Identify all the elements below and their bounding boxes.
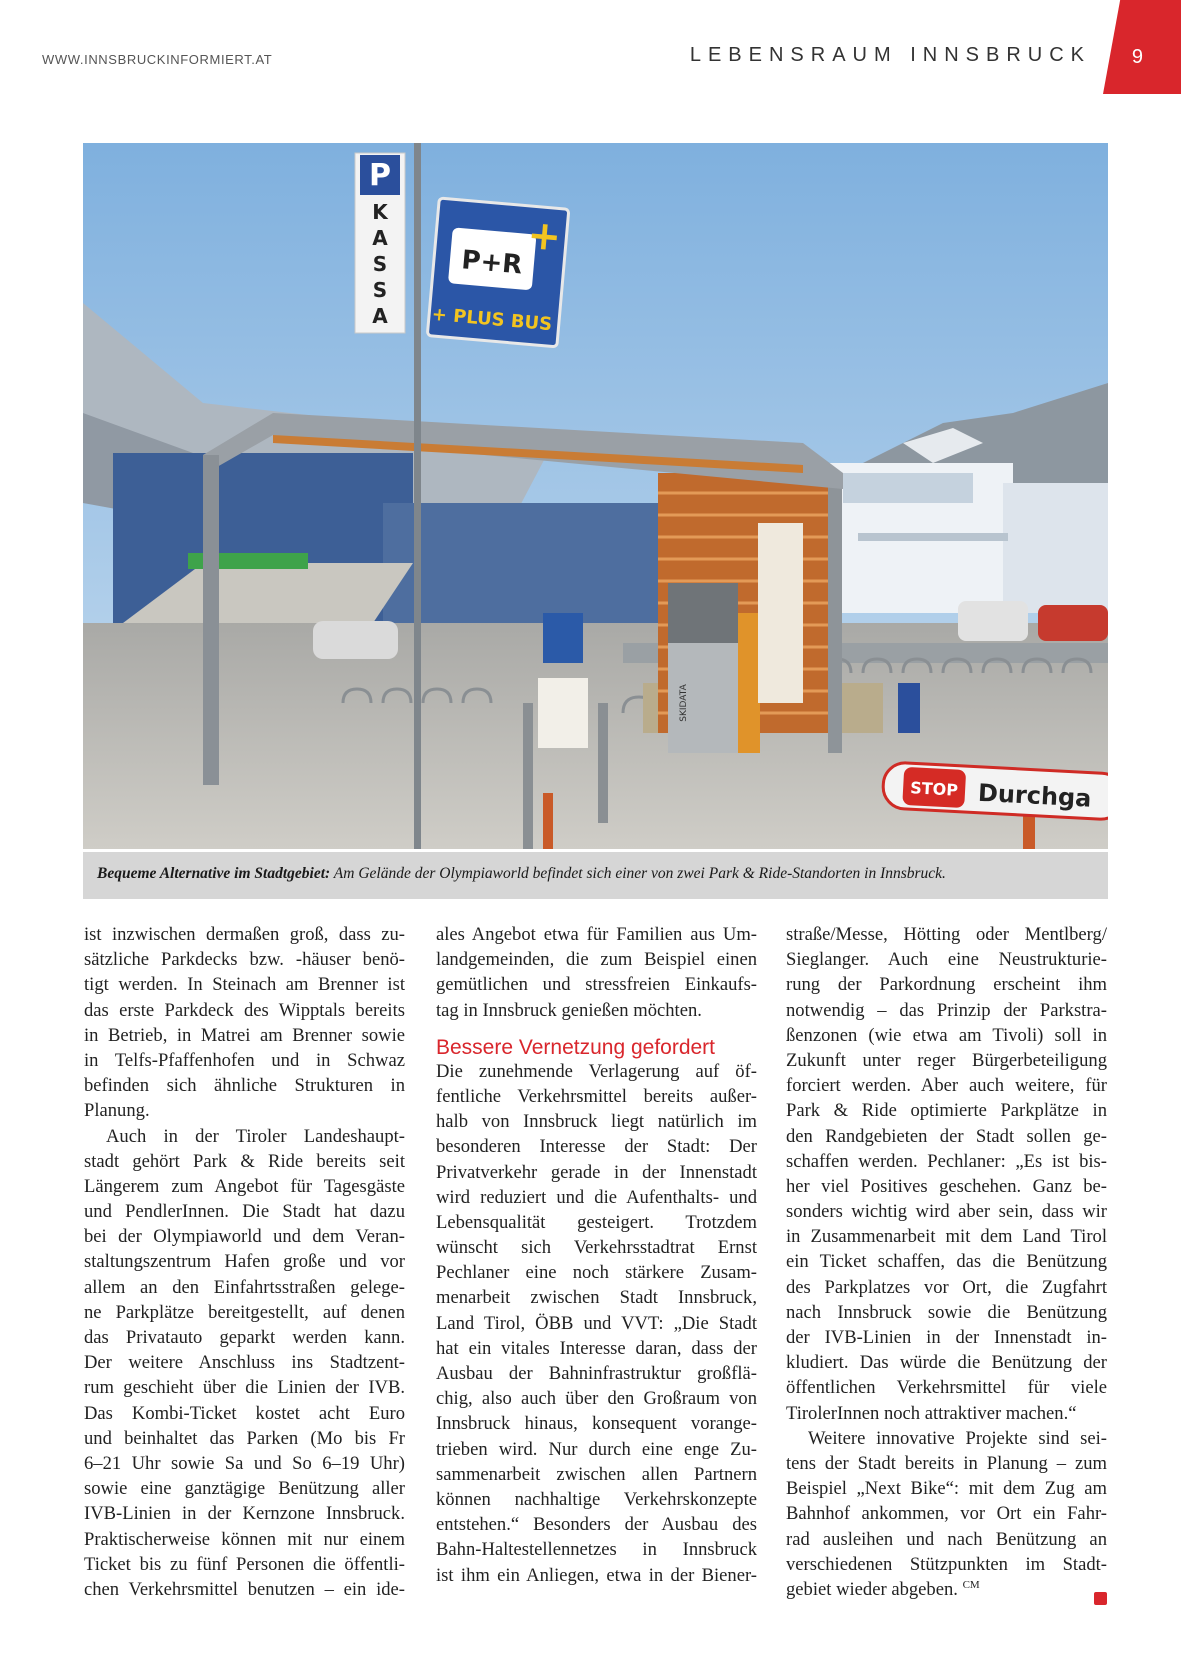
text-line: trieben wird. Nur durch eine enge Zu- [436,1438,757,1460]
text-line: menarbeit zwischen Stadt Innsbruck, [436,1287,757,1309]
svg-text:S: S [372,278,388,302]
text-line: landgemeinden, die zum Beispiel einen [436,949,757,971]
text-line: fentliche Verkehrsmittel bereits außer- [436,1085,757,1107]
svg-text:A: A [372,304,388,328]
text-line: und beinhaltet das Parken (Mo bis Fr [84,1427,405,1449]
text-line: rum geschieht über die Linien der IVB. [84,1377,405,1399]
text-line: sammenarbeit zwischen allen Partnern [436,1463,757,1485]
text-line: Weitere innovative Projekte sind sei- [808,1427,1107,1449]
text-line: das Privatauto geparkt werden kann. [84,1327,405,1348]
page-number: 9 [1131,46,1143,68]
text-line: entstehen.“ Besonders der Ausbau des [436,1514,757,1536]
text-line: straße/Messe, Hötting oder Mentlberg/ [786,924,1107,945]
svg-text:STOP: STOP [909,778,959,800]
text-line: rung der Parkordnung erscheint ihm [786,974,1107,996]
text-line: Land Tirol, ÖBB und VVT: „Die Stadt [436,1312,757,1334]
text-line: Zukunft unter reger Bürgerbeteiligung [786,1049,1107,1071]
text-line: IVB-Linien in der Kernzone Innsbruck. [84,1503,405,1525]
text-line: ßenzonen (wie etwa am Tivoli) soll in [786,1024,1107,1046]
text-line: staltungszentrum Hafen große und vor [84,1251,405,1273]
text-line: wird reduziert und die Aufenthalts- und [436,1186,757,1208]
article-column-1 [84,922,405,1602]
final-sentence: gebiet wieder abgeben. [786,1578,958,1600]
text-line: öffentlichen Verkehrsmittel für viele [786,1377,1107,1399]
car [313,621,398,659]
caption-lead: Bequeme Alternative im Stadtgebiet: [97,865,331,882]
article-column-3 [786,922,1107,1602]
pr-sign [427,198,569,347]
text-line: ist inzwischen dermaßen groß, dass zu- [84,924,405,945]
text-line: Sieglanger. Auch eine Neustrukturie- [786,949,1107,971]
info-board [538,678,588,748]
text-line: verschiedenen Stützpunkten im Stadt- [786,1553,1107,1575]
text-line: des Parkplatzes vor Ort, die Zugfahrt [786,1276,1107,1298]
text-line: rad ausleihen und nach Benützung an [786,1528,1107,1550]
svg-text:+ PLUS BUS: + PLUS BUS [430,303,553,336]
text-line: sonders wichtig wird aber sein, dass wir [786,1201,1107,1223]
svg-text:Durchga: Durchga [977,778,1093,813]
text-line: ne Parkplätze bereitgestellt, auf denen [84,1301,405,1323]
article-column-2 [436,922,757,1588]
text-line: forciert werden. Aber auch weitere, für [786,1075,1107,1097]
text-line: hat ein vitales Interesse daran, dass der [436,1337,757,1359]
text-line: Lebensqualität gesteigert. Trotzdem [436,1211,757,1233]
text-line: bei der Olympiaworld und dem Veran- [84,1226,405,1248]
text-line: Park & Ride optimierte Parkplätze in [786,1100,1107,1122]
text-line: her viel Positives geschehen. Ganz be- [786,1175,1107,1197]
text-line: sowie eine ganztägige Benützung aller [84,1478,405,1500]
text-line: in Telfs-Pfaffenhofen und in Schwaz [84,1049,405,1071]
text-line: und PendlerInnen. Die Stadt hat dazu [84,1201,405,1223]
text-line: Bahnhof ankommen, vor Ort ein Fahr- [786,1503,1107,1525]
svg-text:P+R: P+R [460,245,524,281]
text-line: Praktischerweise können mit nur einem [84,1528,405,1550]
text-line: TirolerInnen noch attraktiver machen.“ [786,1402,1077,1424]
text-line: können nachhaltige Verkehrskonzepte [436,1488,757,1510]
text-line: Beispiel „Next Bike“: mit dem Zug am [786,1478,1107,1500]
text-line: 6–21 Uhr sowie Sa und So 6–19 Uhr) [84,1452,405,1474]
end-of-article-mark [1094,1592,1107,1605]
text-line: Längerem zum Angebot für Tagesgäste [84,1175,405,1197]
svg-text:S: S [372,252,388,276]
text-line: Der weitere Anschluss ins Stadtzent- [84,1352,405,1374]
article-photo [83,143,1108,849]
text-line: ales Angebot etwa für Familien aus Um- [436,924,757,945]
shelter-pillar [203,455,219,785]
sign-pole [414,143,421,849]
svg-text:+: + [525,211,564,261]
text-line: das erste Parkdeck des Wipptals bereits [84,999,405,1021]
text-line: befinden sich ähnliche Strukturen in [84,1075,405,1097]
text-line: tag in Innsbruck genießen möchten. [436,999,702,1021]
text-line: ein Ticket schaffen, das die Benützung [786,1251,1107,1273]
text-line: Das Kombi-Ticket kostet acht Euro [84,1402,405,1424]
text-line: Die zunehmende Verlagerung auf öf- [436,1060,757,1082]
text-line: den Randgebieten der Stadt sollen ge- [786,1125,1107,1147]
subheading: Bessere Vernetzung gefordert [436,1035,716,1059]
svg-text:K: K [372,200,388,224]
text-line: Ticket bis zu fünf Personen die öffentli- [84,1553,405,1575]
text-line: Privatverkehr gerade in der Innenstadt [436,1161,757,1183]
text-line: tigt werden. In Steinach am Brenner ist [84,974,405,996]
text-line: in Zusammenarbeit mit dem Land Tirol [786,1226,1107,1248]
caption-text: Am Gelände der Olympiaworld befindet sich einer von zwei Park & Ride-Standorten in Innsbruck. [330,865,946,882]
text-line: Ausbau der Bahninfrastruktur großflä- [436,1363,757,1384]
text-line: chen Verkehrsmittel benutzen – ein ide- [84,1578,405,1600]
text-line: gemütlichen und stressfreien Einkaufs- [436,974,757,996]
text-line: besonderen Interesse der Stadt: Der [436,1136,757,1158]
text-line: nach Innsbruck sowie die Benützung [786,1301,1107,1323]
text-line: allem an den Einfahrtsstraßen gelege- [84,1276,405,1298]
photo-caption [83,852,1108,899]
text-line: Auch in der Tiroler Landeshaupt- [106,1125,405,1147]
text-line: stadt gehört Park & Ride bereits seit [84,1150,405,1172]
svg-text:SKIDATA: SKIDATA [679,684,689,722]
text-line: in Betrieb, in Matrei am Brenner sowie [84,1024,405,1046]
svg-text:A: A [372,226,388,250]
text-line: sätzliche Parkdecks bzw. -häuser benö- [84,949,405,971]
text-line: Planung. [84,1100,150,1122]
text-line: Innsbruck hinaus, konsequent vorange- [436,1413,757,1435]
text-line-final [786,1577,1107,1602]
section-title: LEBENSRAUM INNSBRUCK [689,44,1091,66]
author-initials: CM [962,1578,980,1591]
text-line: ist ihm ein Anliegen, etwa in der Biener- [436,1564,757,1586]
text-line: der IVB-Linien in der Innenstadt in- [786,1327,1107,1348]
text-line: kludiert. Das würde die Benützung der [786,1352,1107,1374]
text-line: schaffen werden. Pechlaner: „Es ist bis- [786,1150,1107,1172]
text-line: Pechlaner eine noch stärkere Zusam- [436,1262,757,1284]
text-line: chig, also auch über den Großraum von [436,1388,757,1410]
text-line: tens der Stadt bereits in Planung – zum [786,1452,1107,1474]
text-line: Bahn-Haltestellennetzes in Innsbruck [436,1539,757,1561]
text-line: halb von Innsbruck liegt natürlich im [436,1111,757,1133]
text-line: wünscht sich Verkehrsstadtrat Ernst [436,1237,757,1259]
site-url[interactable]: WWW.INNSBRUCKINFORMIERT.AT [42,52,273,67]
svg-text:P: P [369,158,391,193]
text-line: notwendig – das Prinzip der Parkstra- [786,999,1107,1021]
